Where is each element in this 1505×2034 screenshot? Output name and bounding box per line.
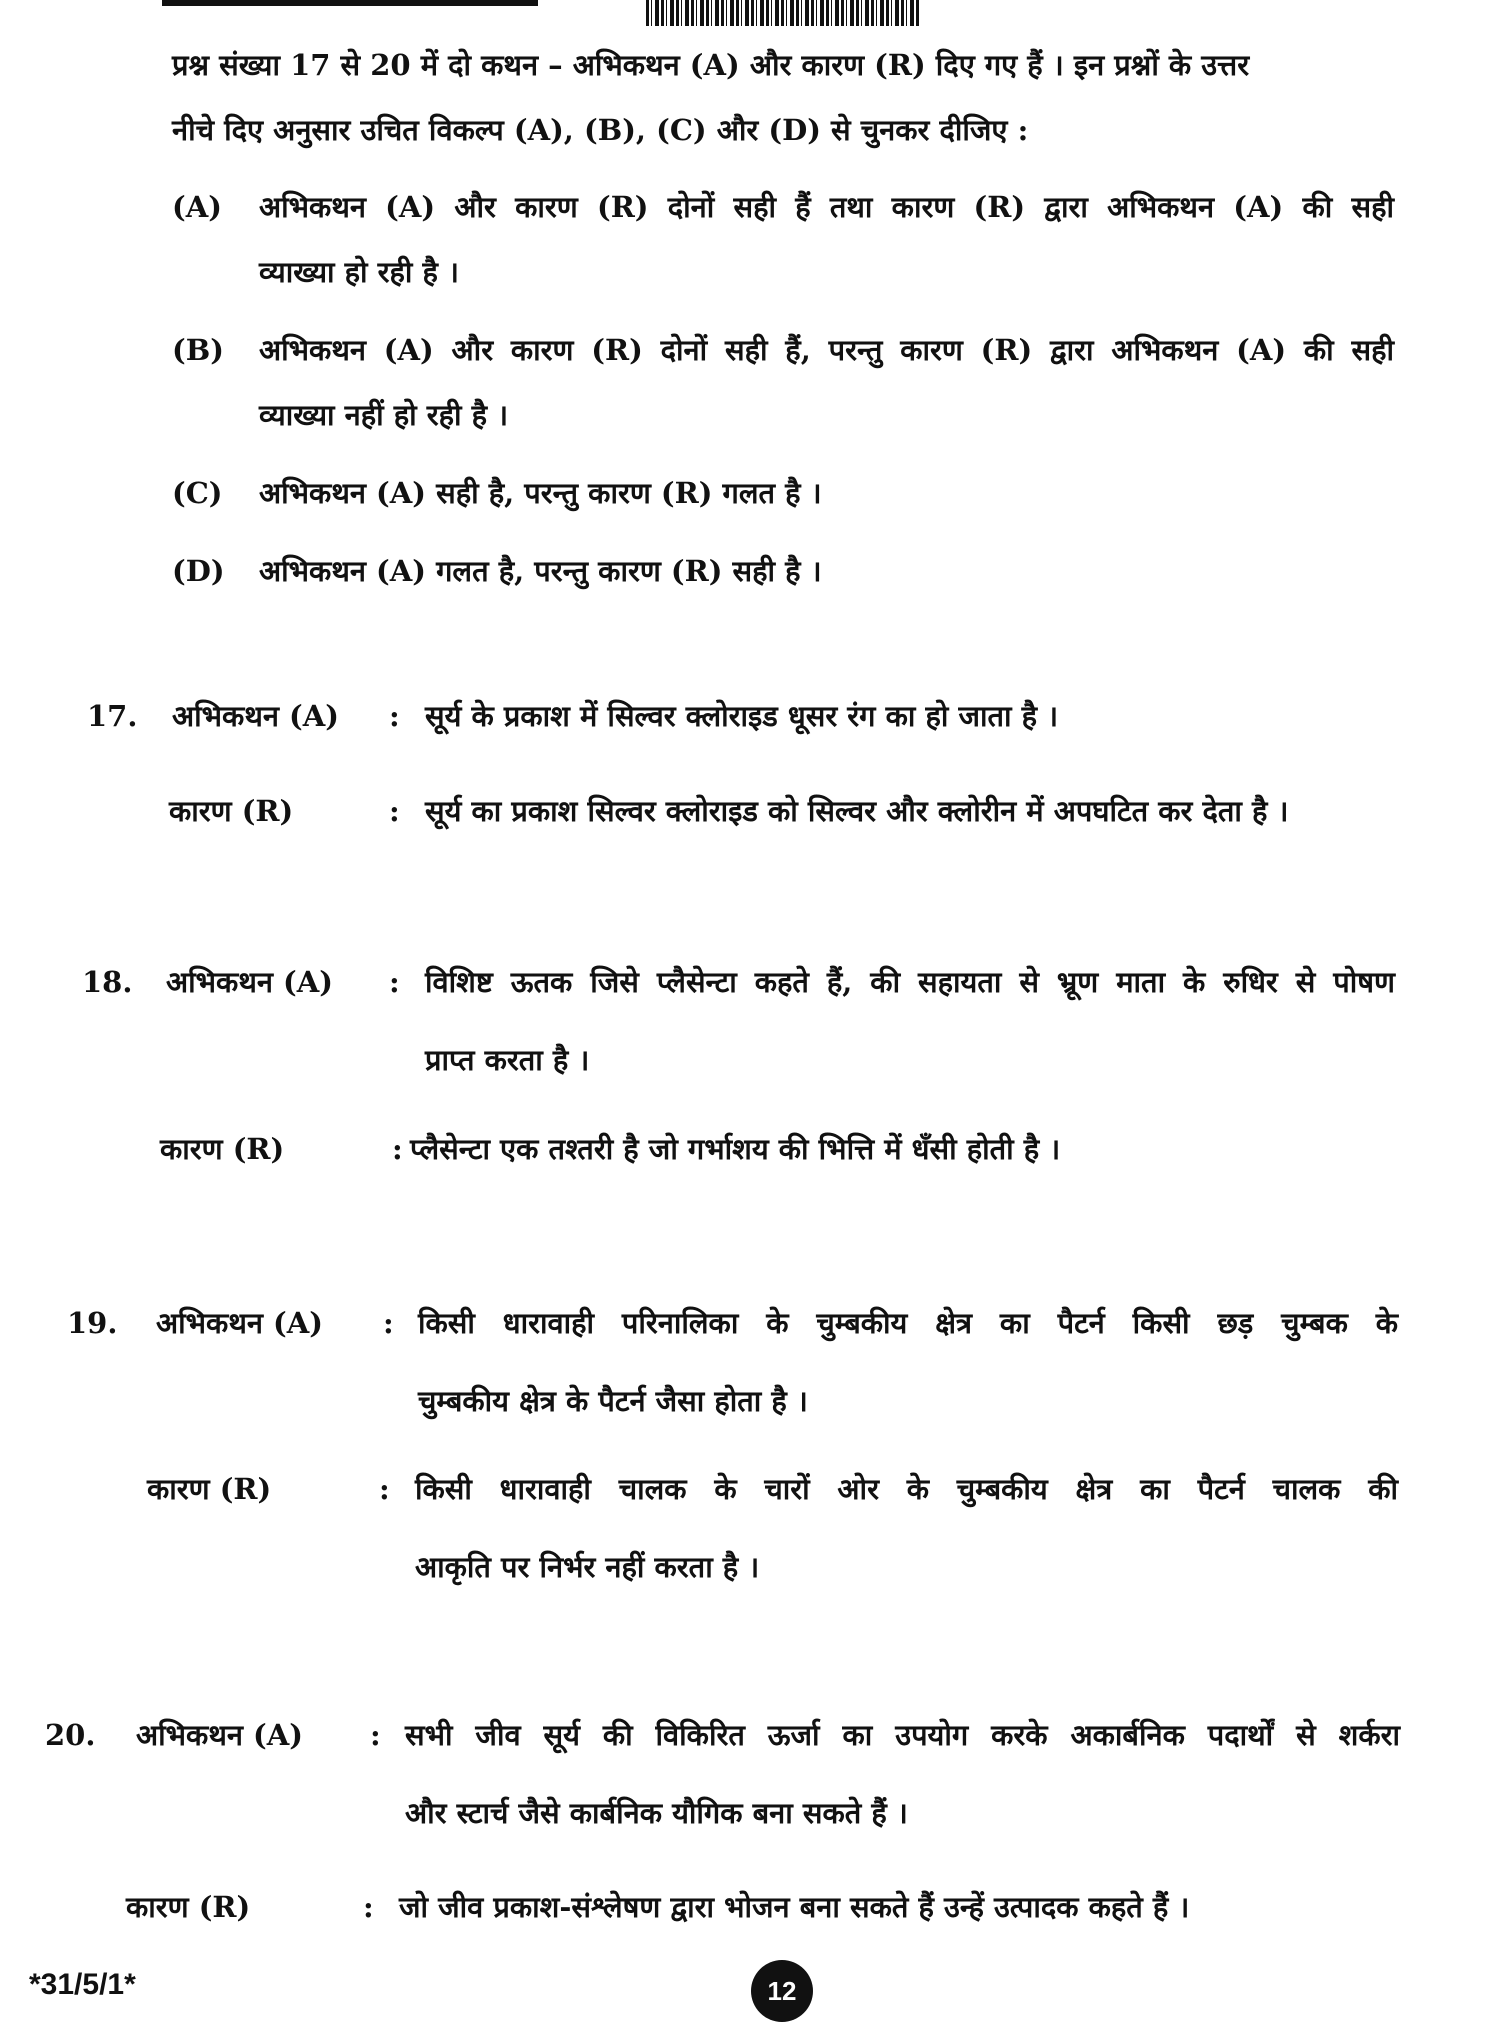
assertion-label: अभिकथन (A) — [166, 965, 333, 999]
option-label: (A) — [172, 190, 222, 224]
reason-label: कारण (R) — [169, 794, 294, 828]
barcode — [646, 0, 921, 26]
colon: : — [370, 1718, 381, 1752]
reason-text: किसी धारावाही चालक के चारों ओर के चुम्बकीय क्षेत्र का पैटर्न चालक की — [415, 1472, 1398, 1506]
instructions-line-1: प्रश्न संख्या 17 से 20 में दो कथन – अभिकथन (A) और कारण (R) दिए गए हैं । इन प्रश्नों के उत्तर — [172, 48, 1250, 82]
assertion-label: अभिकथन (A) — [136, 1718, 303, 1752]
question-number: 18. — [82, 965, 133, 999]
assertion-label: अभिकथन (A) — [156, 1306, 323, 1340]
option-text: व्याख्या नहीं हो रही है । — [259, 398, 509, 432]
assertion-text: और स्टार्च जैसे कार्बनिक यौगिक बना सकते हैं । — [405, 1796, 908, 1830]
reason-label: कारण (R) — [126, 1890, 251, 1924]
colon: : — [379, 1472, 390, 1506]
colon: : — [383, 1306, 394, 1340]
colon: : — [392, 1132, 403, 1166]
header-rule — [162, 0, 538, 6]
option-text: अभिकथन (A) और कारण (R) दोनों सही हैं, परन्तु कारण (R) द्वारा अभिकथन (A) की सही — [259, 333, 1394, 367]
reason-text: आकृति पर निर्भर नहीं करता है । — [415, 1550, 760, 1584]
option-text: व्याख्या हो रही है । — [259, 255, 460, 289]
option-text: अभिकथन (A) गलत है, परन्तु कारण (R) सही है । — [259, 554, 822, 588]
colon: : — [389, 965, 400, 999]
assertion-text: चुम्बकीय क्षेत्र के पैटर्न जैसा होता है । — [418, 1384, 808, 1418]
assertion-label: अभिकथन (A) — [172, 699, 339, 733]
option-label: (D) — [172, 554, 225, 588]
assertion-text: किसी धारावाही परिनालिका के चुम्बकीय क्षेत्र का पैटर्न किसी छड़ चुम्बक के — [418, 1306, 1398, 1340]
colon: : — [389, 699, 400, 733]
colon: : — [389, 794, 400, 828]
colon: : — [363, 1890, 374, 1924]
assertion-text: प्राप्त करता है । — [425, 1043, 590, 1077]
option-text: अभिकथन (A) और कारण (R) दोनों सही हैं तथा कारण (R) द्वारा अभिकथन (A) की सही — [259, 190, 1394, 224]
question-number: 20. — [45, 1718, 96, 1752]
assertion-text: विशिष्ट ऊतक जिसे प्लैसेन्टा कहते हैं, की सहायता से भ्रूण माता के रुधिर से पोषण — [425, 965, 1395, 999]
page-number: 12 — [751, 1960, 813, 2022]
reason-label: कारण (R) — [147, 1472, 272, 1506]
question-number: 19. — [67, 1306, 118, 1340]
assertion-text: सभी जीव सूर्य की विकिरित ऊर्जा का उपयोग करके अकार्बनिक पदार्थों से शर्करा — [405, 1718, 1400, 1752]
reason-text: प्लैसेन्टा एक तश्तरी है जो गर्भाशय की भित्ति में धँसी होती है । — [410, 1132, 1061, 1166]
option-text: अभिकथन (A) सही है, परन्तु कारण (R) गलत है । — [259, 476, 822, 510]
reason-text: जो जीव प्रकाश-संश्लेषण द्वारा भोजन बना सकते हैं उन्हें उत्पादक कहते हैं । — [399, 1890, 1190, 1924]
option-label: (B) — [172, 333, 224, 367]
paper-code: *31/5/1* — [29, 1968, 136, 2001]
question-number: 17. — [87, 699, 138, 733]
assertion-text: सूर्य के प्रकाश में सिल्वर क्लोराइड धूसर रंग का हो जाता है । — [425, 699, 1059, 733]
reason-label: कारण (R) — [160, 1132, 285, 1166]
reason-text: सूर्य का प्रकाश सिल्वर क्लोराइड को सिल्वर और क्लोरीन में अपघटित कर देता है । — [425, 794, 1289, 828]
instructions-line-2: नीचे दिए अनुसार उचित विकल्प (A), (B), (C) और (D) से चुनकर दीजिए : — [172, 113, 1029, 147]
option-label: (C) — [172, 476, 223, 510]
